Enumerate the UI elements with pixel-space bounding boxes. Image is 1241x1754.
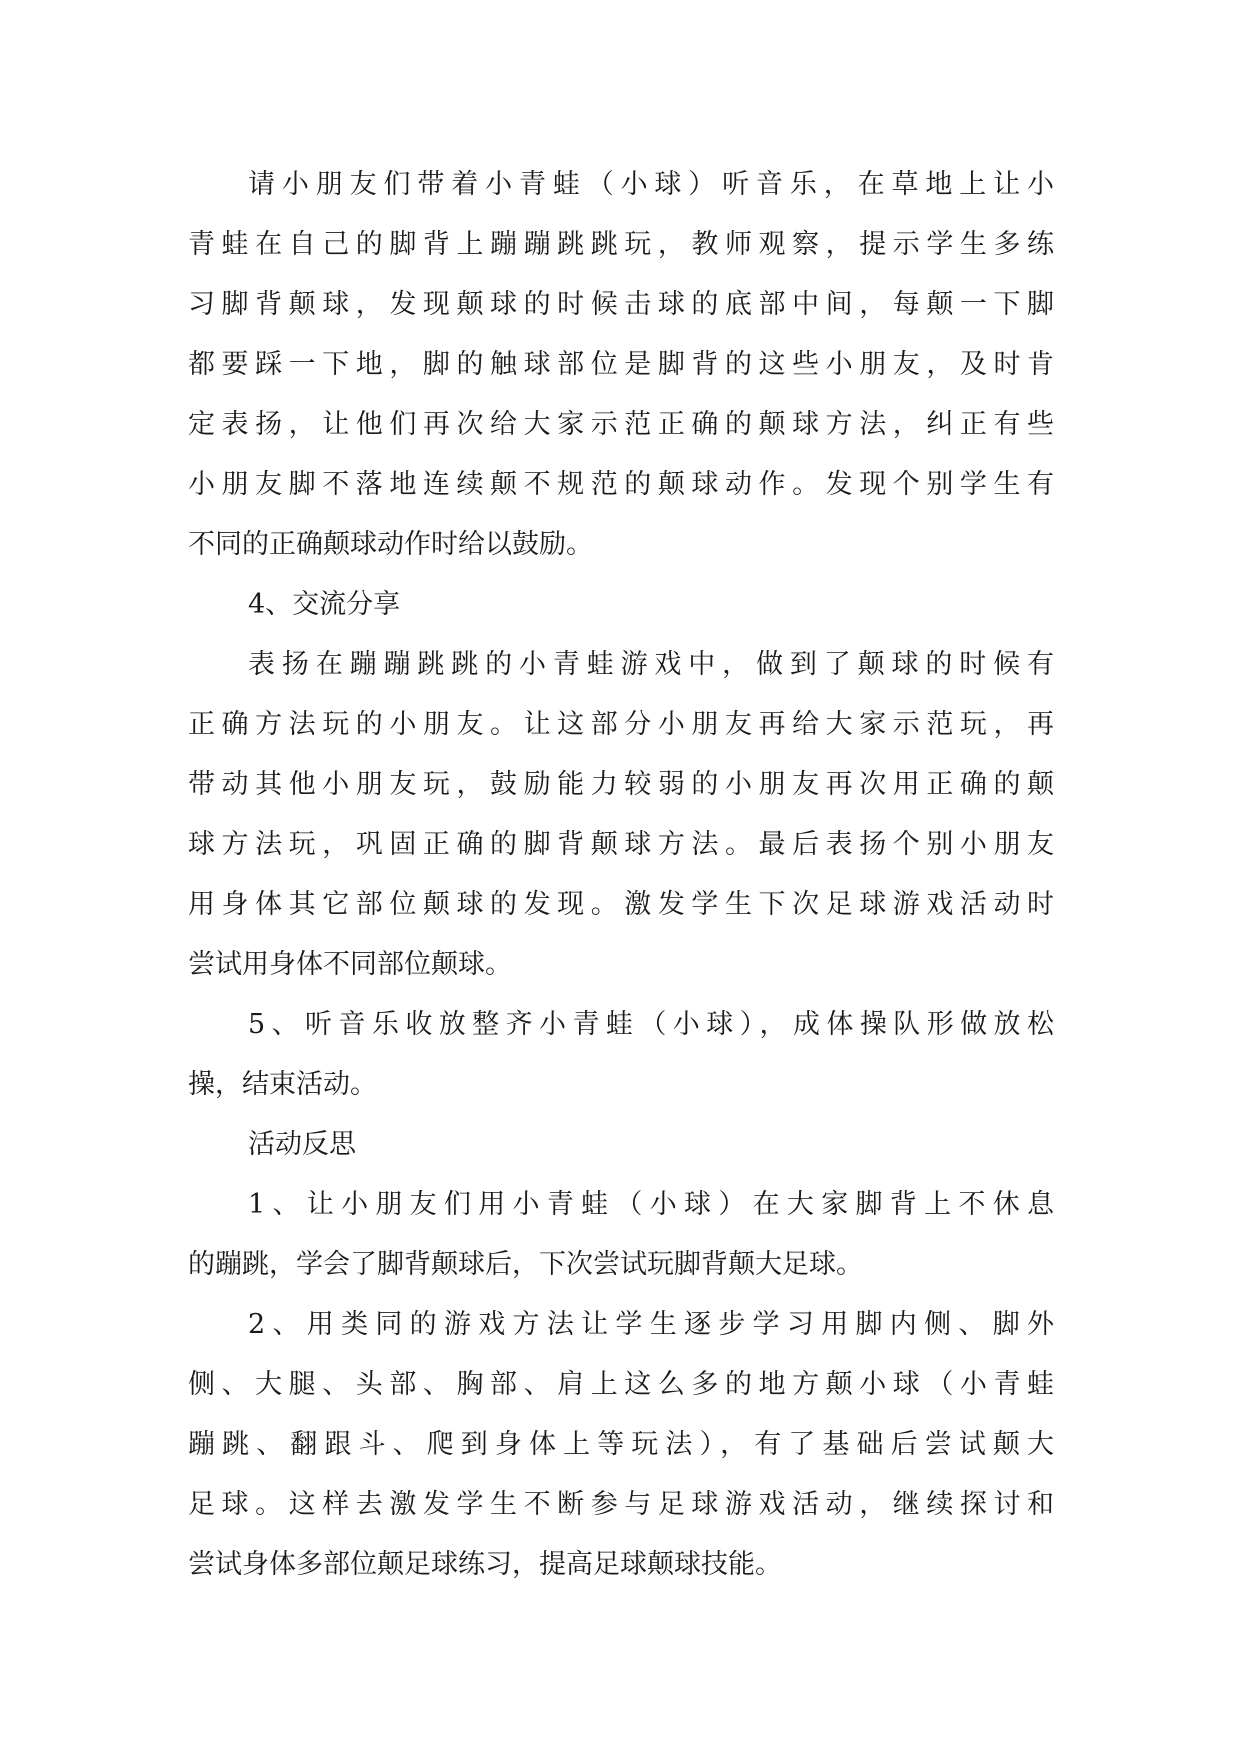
text-line: 4、交流分享 — [248, 589, 401, 620]
section-heading-reflection — [188, 1115, 1054, 1175]
text-line: 蹦跳、翻跟斗、爬到身体上等玩法），有了基础后尝试颠大 — [188, 1429, 1054, 1460]
paragraph-reflection-2 — [188, 1295, 1054, 1595]
text-line: 球方法玩，巩固正确的脚背颠球方法。最后表扬个别小朋友 — [188, 829, 1054, 860]
text-line: 青蛙在自己的脚背上蹦蹦跳跳玩，教师观察，提示学生多练 — [188, 229, 1054, 260]
text-line: 小朋友脚不落地连续颠不规范的颠球动作。发现个别学生有 — [188, 469, 1054, 500]
text-line: 的蹦跳，学会了脚背颠球后，下次尝试玩脚背颠大足球。 — [188, 1249, 863, 1280]
text-line: 足球。这样去激发学生不断参与足球游戏活动，继续探讨和 — [188, 1489, 1054, 1520]
text-line: 尝试身体多部位颠足球练习，提高足球颠球技能。 — [188, 1549, 782, 1580]
text-line: 操，结束活动。 — [188, 1069, 377, 1100]
text-line: 用身体其它部位颠球的发现。激发学生下次足球游戏活动时 — [188, 889, 1054, 920]
text-line: 带动其他小朋友玩，鼓励能力较弱的小朋友再次用正确的颠 — [188, 769, 1054, 800]
text-line: 1、让小朋友们用小青蛙（小球）在大家脚背上不休息 — [248, 1189, 1054, 1220]
text-line: 尝试用身体不同部位颠球。 — [188, 949, 512, 980]
text-line: 侧、大腿、头部、胸部、肩上这么多的地方颠小球（小青蛙 — [188, 1369, 1054, 1400]
text-line: 表扬在蹦蹦跳跳的小青蛙游戏中，做到了颠球的时候有 — [248, 649, 1054, 680]
paragraph-share — [188, 635, 1054, 995]
paragraph-reflection-1 — [188, 1175, 1054, 1295]
text-line: 请小朋友们带着小青蛙（小球）听音乐，在草地上让小 — [248, 169, 1054, 200]
text-line: 2、用类同的游戏方法让学生逐步学习用脚内侧、脚外 — [248, 1309, 1054, 1340]
text-line: 正确方法玩的小朋友。让这部分小朋友再给大家示范玩，再 — [188, 709, 1054, 740]
text-line: 都要踩一下地，脚的触球部位是脚背的这些小朋友，及时肯 — [188, 349, 1054, 380]
paragraph-frog-practice — [188, 155, 1054, 575]
text-line: 5、听音乐收放整齐小青蛙（小球），成体操队形做放松 — [248, 1009, 1054, 1040]
text-line: 习脚背颠球，发现颠球的时候击球的底部中间，每颠一下脚 — [188, 289, 1054, 320]
section-heading-share — [188, 575, 1054, 635]
text-line: 活动反思 — [248, 1129, 356, 1160]
paragraph-relax — [188, 995, 1054, 1115]
text-line: 定表扬，让他们再次给大家示范正确的颠球方法，纠正有些 — [188, 409, 1054, 440]
text-line: 不同的正确颠球动作时给以鼓励。 — [188, 529, 593, 560]
document-page — [188, 155, 1054, 1595]
